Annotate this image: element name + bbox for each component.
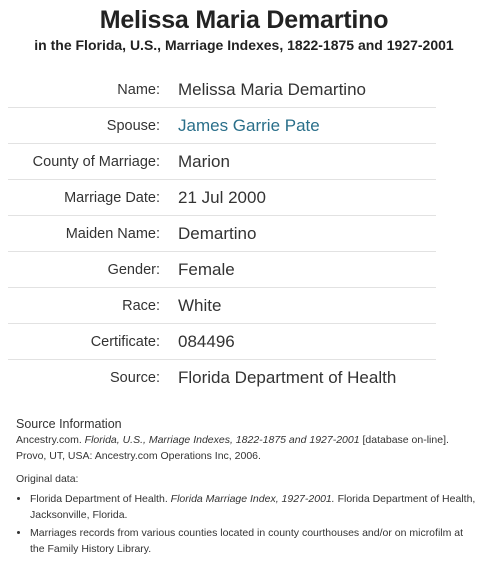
field-value-certificate: 084496 [178, 331, 235, 351]
page-title: Melissa Maria Demartino [99, 6, 389, 34]
field-label-county: County of Marriage: [32, 153, 160, 170]
field-label-maiden-name: Maiden Name: [65, 225, 160, 242]
citation-suffix: [database on-line]. Provo, UT, USA: Ancestry.com Operations Inc, 2006. [16, 434, 449, 462]
field-value-maiden-name: Demartino [178, 223, 257, 243]
record-fields-table [8, 72, 436, 395]
field-row-race [8, 288, 436, 324]
field-label-name: Name: [117, 81, 160, 98]
field-value-name: Melissa Maria Demartino [178, 79, 366, 99]
field-row-maiden-name [8, 216, 436, 252]
field-label-certificate: Certificate: [90, 333, 160, 350]
field-label-race: Race: [122, 297, 160, 314]
field-row-gender [8, 252, 436, 288]
field-value-race: White [178, 295, 222, 315]
original-data-label: Original data: [16, 473, 79, 485]
original-data-list [16, 491, 478, 557]
field-row-marriage-date [8, 180, 436, 216]
field-value-marriage-date: 21 Jul 2000 [178, 187, 266, 207]
source-information [16, 416, 478, 559]
field-label-source: Source: [110, 369, 160, 386]
original-data-item: • Marriages records from various counties located in county courthouses and/or on microfilm at the Family History Library. [30, 525, 478, 557]
field-value-source: Florida Department of Health [178, 367, 397, 387]
field-row-spouse [8, 108, 436, 144]
field-value-gender: Female [178, 259, 235, 279]
item1-suffix: Florida Department of Health, Jacksonville, Florida. [30, 493, 476, 521]
field-label-marriage-date: Marriage Date: [64, 189, 160, 206]
citation-prefix: Ancestry.com. [16, 434, 85, 446]
field-row-name [8, 72, 436, 108]
field-label-spouse: Spouse: [106, 117, 160, 134]
source-citation [16, 432, 478, 464]
citation-collection-title: Florida, U.S., Marriage Indexes, 1822-1875 and 1927-2001 [84, 434, 360, 446]
item1-title: Florida Marriage Index, 1927-2001. [170, 493, 335, 505]
field-row-source [8, 360, 436, 395]
field-row-certificate [8, 324, 436, 360]
collection-subtitle: in the Florida, U.S., Marriage Indexes, 1822-1875 and 1927-2001 [34, 37, 454, 53]
field-row-county [8, 144, 436, 180]
record-header [0, 0, 488, 54]
item1-prefix: Florida Department of Health. [30, 493, 171, 505]
spouse-link[interactable]: James Garrie Pate [178, 115, 320, 135]
field-value-county: Marion [178, 151, 230, 171]
field-label-gender: Gender: [107, 261, 160, 278]
original-data-item [30, 491, 478, 523]
source-info-title: Source Information [16, 417, 122, 431]
